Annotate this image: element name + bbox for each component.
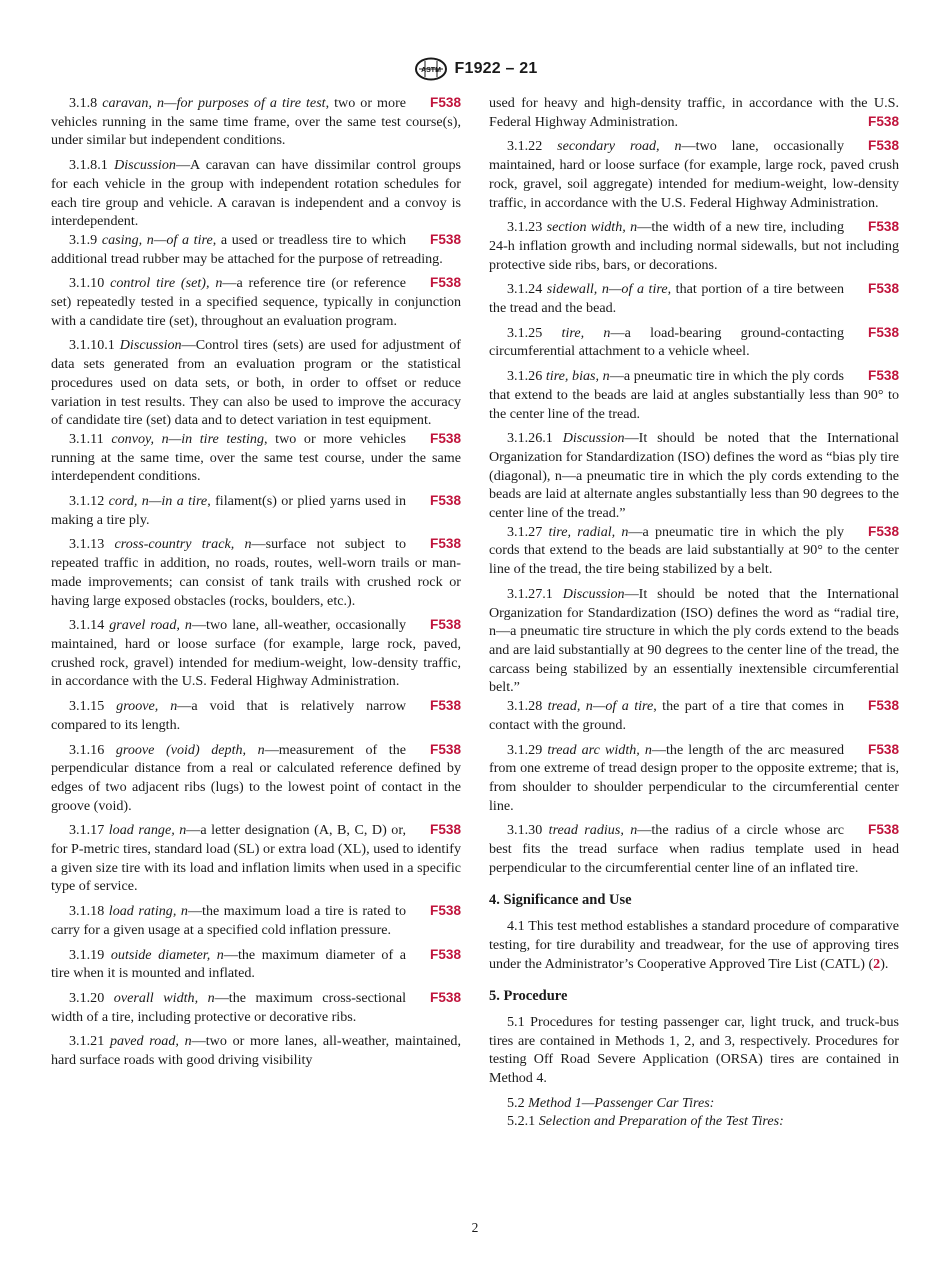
definition-text: —the length of the arc measured from one extreme of tread design proper to the opposite extreme; that is, from shoulder to shoulder perpendicular to the circumferential center line. [489,741,899,814]
definition-3-1-21 [51,1032,461,1069]
definition-number: 3.1.11 [69,430,104,447]
definition-number: 3.1.13 [69,536,105,553]
definition-term: cross-country track, n [114,536,252,553]
reference-code: F538 [430,617,461,633]
definition-3-1-12 [51,492,461,529]
definition-term: sidewall, n—of a tire [546,281,668,298]
definition-number: 3.1.10.1 [69,337,115,354]
definition-text: —a reference tire (or reference set) repeatedly tested in a specified sequence, typically in conjunction with a candidate tire (set), throughout an evaluation program. [51,275,461,329]
reference-code: F538 [868,219,899,235]
definition-3-1-22 [489,137,899,212]
definition-number: 3.1.28 [507,698,543,715]
section-heading-significance: 4. Significance and Use [489,892,632,909]
definition-text: —It should be noted that the International Organization for Standardization (ISO) defines the word as “bias ply tire (diagonal), n—a pneumatic tire in which the ply cords extending to the beads are laid at alternate angles substantially less than 90 degrees to the center line of the tread.” [489,430,899,522]
definition-term: groove, n [116,698,178,715]
definition-term: tread radius, n [548,822,638,839]
definition-term: section width, n [546,219,638,236]
definition-term: load rating, n [108,903,188,920]
definition-number: 3.1.17 [69,822,105,839]
reference-code: F538 [430,989,461,1005]
definition-term: tire, radial, n [548,523,629,540]
definition-number: 3.1.15 [69,698,105,715]
reference-code: F538 [430,275,461,291]
definition-number: 3.1.19 [69,946,105,963]
definition-3-1-14 [51,616,461,691]
definition-number: 3.1.23 [507,219,543,236]
definition-3-1-25 [489,324,899,361]
definition-term: caravan, n—for purposes of a tire test [102,95,326,111]
definition-number: 3.1.20 [69,989,105,1006]
definition-term: cord, n—in a tire [108,493,208,510]
definition-number: 3.1.26.1 [507,430,553,447]
definition-continuation: used for heavy and high-density traffic, in accordance with the U.S. Federal Highway Administration. F538 [489,95,899,130]
definition-number: 3.1.30 [507,822,543,839]
definition-number: 3.1.14 [69,617,105,634]
definition-number: 3.1.25 [507,324,543,341]
definition-term: load range, n [108,822,187,839]
definition-3-1-11 [51,430,461,486]
definition-number: 3.1.26 [507,368,543,385]
definition-3-1-24 [489,280,899,317]
paragraph-5-2: 5.2 Method 1—Passenger Car Tires: [507,1094,715,1111]
definition-term: paved road, n [109,1033,192,1050]
definition-number: 3.1.9 [69,231,98,248]
definition-text: —surface not subject to repeated traffic in addition, no roads, routes, well-worn trails or man-made improvements; can consist of tank trails with crushed rock or having large exposed obstacles (rocks, boulders, etc.). [51,536,461,609]
definition-term: tread, n—of a tire [547,698,654,715]
reference-code: F538 [868,368,899,384]
definition-term: casing, n—of a tire [101,231,213,248]
definition-text: —a load-bearing ground-contacting circumferential attachment to a vehicle wheel. [489,324,844,360]
definition-3-1-19 [51,946,461,983]
definition-text: —the width of a new tire, including 24-h inflation growth and including normal sidewalls, but not including protective side ribs, bars, or decorations. [489,219,899,273]
definition-3-1-28 [489,697,899,734]
definition-number: 3.1.16 [69,741,105,758]
reference-code: F538 [430,536,461,552]
reference-code: F538 [430,493,461,509]
definition-3-1-16 [51,741,461,816]
citation-link[interactable]: 2 [873,955,881,972]
definition-term: tire, bias, n [545,368,610,385]
definition-number: 3.1.8.1 [69,157,108,174]
definition-term: gravel road, n [109,617,192,634]
definition-text: , that portion of a tire between the tread and the bead. [489,281,845,317]
definition-number: 3.1.21 [69,1033,105,1050]
definition-number: 3.1.12 [69,493,105,510]
definition-3-1-13 [51,535,461,610]
definition-term: tire, n [561,324,611,341]
definition-term: Discussion [114,157,176,174]
definition-text: —the maximum cross-sectional width of a tire, including protective or decorative ribs. [51,989,407,1025]
definition-number: 3.1.8 [69,95,98,111]
definition-text: —A caravan can have dissimilar control groups for each vehicle in the group with independent rotation schedules for each tire group and vehicle. A caravan is independent and a convoy is interdependent. [51,157,462,230]
definition-number: 3.1.27 [507,523,543,540]
definition-3-1-10 [51,274,461,330]
definition-text: —It should be noted that the International Organization for Standardization (ISO) defines the word as “radial tire, n—a pneumatic tire structure in which the ply cords extend to the beads and are laid substantially at 90 degrees to the center line of the tread, the carcass being stabilized by an essentially inextensible circumferential belt.” [489,585,899,696]
reference-code: F538 [868,698,899,714]
definition-term: Discussion [562,430,625,447]
page-header [0,56,950,82]
reference-code: F538 [868,113,899,129]
definition-number: 3.1.27.1 [507,585,553,602]
definition-3-1-29 [489,741,899,816]
definition-3-1-9 [51,231,461,268]
definition-3-1-27-1 [489,585,899,697]
definition-term: tread arc width, n [547,741,652,758]
definition-term: secondary road, n [557,138,682,155]
reference-code: F538 [430,741,461,757]
paragraph-5-1: 5.1 Procedures for testing passenger car, light truck, and truck-bus tires are contained in Methods 1, 2, and 3, respectively. Procedures for testing Off Road Severe Application (ORSA) tires are contained in Method 4. [489,1013,899,1087]
definition-text: —a void that is relatively narrow compared to its length. [51,698,407,733]
definition-3-1-20 [51,989,461,1026]
reference-code: F538 [430,946,461,962]
definition-text: —a pneumatic tire in which the ply cords that extend to the beads are laid at angles substantially less than 90° to the center line of the tread. [489,368,899,422]
definition-term: outside diameter, n [110,946,224,963]
reference-code: F538 [868,822,899,838]
definition-text: —a pneumatic tire in which the ply cords that extend to the beads are laid substantially at 90° to the center line of the tread, the tire being stabilized by a belt. [489,523,899,578]
definition-3-1-17 [51,821,461,896]
reference-code: F538 [430,822,461,838]
definition-text: , the part of a tire that comes in contact with the ground. [489,698,845,733]
definition-3-1-30 [489,821,899,877]
definition-text: —a letter designation (A, B, C, D) or, for P-metric tires, standard load (SL) or extra load (XL), used to identify a given size tire with its load and inflation limits when used in a specific type of service. [51,822,461,895]
definition-text: , a used or treadless tire to which additional tread rubber may be attached for the purpose of retreading. [51,231,443,267]
paragraph-5-2-1: 5.2.1 Selection and Preparation of the Test Tires: [507,1113,784,1130]
reference-code: F538 [868,741,899,757]
reference-code: F538 [430,231,461,247]
document-id: F1922 – 21 [454,60,538,77]
definition-3-1-23 [489,218,899,274]
reference-code: F538 [430,95,461,110]
definition-term: Discussion [562,585,625,602]
right-column [489,94,899,1131]
definition-term: control tire (set), n [110,275,223,292]
definition-text: —two lane, all-weather, occasionally maintained, hard or loose surface (for example, large rock, paved, crushed rock, gravel) intended for medium-weight, low-density traffic, in accordance with the U.S. Federal Highway Administration. [51,617,461,690]
reference-code: F538 [430,698,461,714]
svg-text:ASTM: ASTM [420,67,441,74]
reference-code: F538 [868,138,899,154]
definition-text: , filament(s) or plied yarns used in making a tire ply. [51,493,407,528]
definition-term: groove (void) depth, n [115,741,265,758]
reference-code: F538 [430,430,461,446]
definition-number: 3.1.24 [507,281,543,298]
section-heading-procedure: 5. Procedure [489,988,568,1005]
definition-text: —two lane, occasionally maintained, hard or loose surface (for example, large rock, paved crush rock, gravel, soil aggregate) intended for medium-weight, low-density traffic, in accordance with the U.S. Federal Highway Administration. [489,138,899,211]
definition-term: convoy, n—in tire testing [111,430,265,447]
definition-number: 3.1.29 [507,741,543,758]
definition-text: —measurement of the perpendicular distance from a real or calculated reference defined by edges of two adjacent ribs (lugs) to the lowest point of contact in the groove (void). [51,741,461,814]
left-column [51,94,461,1076]
definition-3-1-18 [51,902,461,939]
reference-code: F538 [868,523,899,539]
definition-number: 3.1.22 [507,138,543,155]
definition-3-1-26 [489,367,899,423]
definition-3-1-15 [51,697,461,734]
reference-code: F538 [868,281,899,297]
definition-text: —two or more lanes, all-weather, maintained, hard surface roads with good driving visibility [51,1033,462,1069]
reference-code: F538 [868,324,899,340]
definition-3-1-10-1 [51,336,461,430]
definition-text: , two or more vehicles running in the same time frame, over the same test course(s), under similar but independent conditions. [51,95,461,149]
astm-logo-icon [413,57,449,81]
definition-text: , two or more vehicles running at the same time, over the same test course, under the same interdependent conditions. [51,430,461,485]
definition-3-1-8-1 [51,156,461,231]
definition-number: 3.1.10 [69,275,105,292]
definition-term: overall width, n [113,989,215,1006]
definition-text: —the radius of a circle whose arc best fits the tread surface when radius template used in head perpendicular to the circumferential center line of an inflated tire. [489,822,899,876]
right-definitions [489,137,899,877]
definition-text: —the maximum load a tire is rated to carry for a given usage at a specified cold inflation pressure. [51,903,407,938]
definition-3-1-26-1 [489,429,899,523]
definition-term: Discussion [119,337,182,354]
page-number: 2 [471,1220,479,1235]
definition-text: —Control tires (sets) are used for adjustment of data sets generated from an evaluation program or the statistical procedures used on data sets, or both, in order to offset or reduce variation in test results. They can also be used to improve the accuracy of candidate tire (set) data and to detect variation in test equipment. [51,337,461,429]
definition-3-1-8 [51,94,461,150]
definition-3-1-27 [489,523,899,579]
definition-text: —the maximum diameter of a tire when it is mounted and inflated. [51,946,407,982]
definition-number: 3.1.18 [69,903,105,920]
paragraph-4-1: 4.1 This test method establishes a standard procedure of comparative testing, for tire durability and treadwear, for the use of approving tires under the Administrator’s Cooperative Approved Tire List (CATL) (2). [489,918,899,972]
reference-code: F538 [430,903,461,919]
